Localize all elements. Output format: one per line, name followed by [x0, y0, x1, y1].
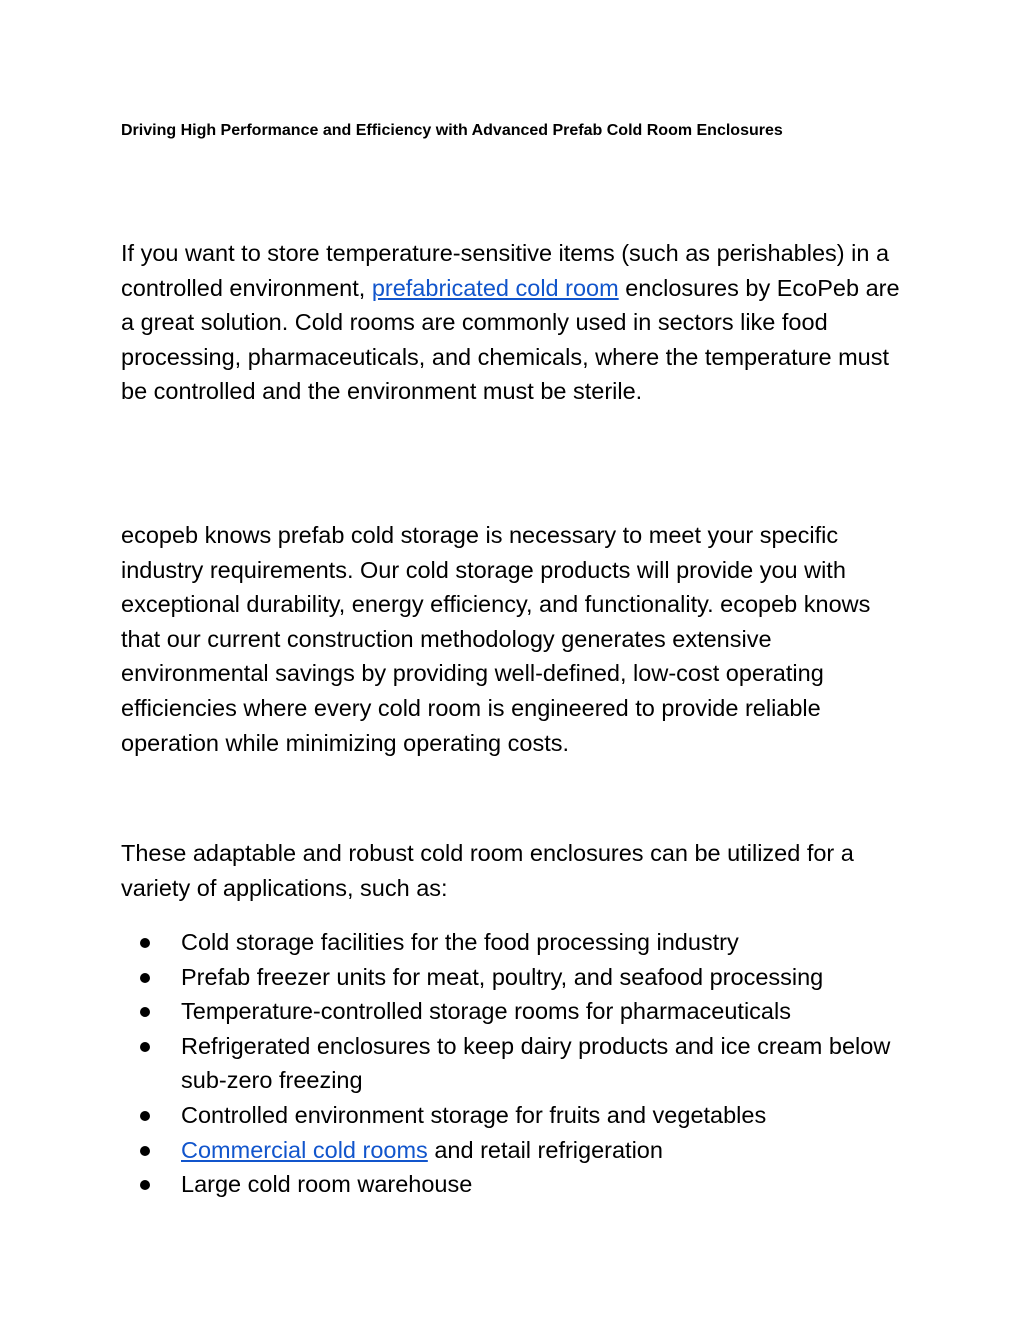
- intro-text-after-link: enclosures by EcoPeb are a great solution. Cold rooms are commonly used in sectors like food processing, pharmaceuticals, and chemicals, where the temperature must be controlled and the environment must be sterile.: [121, 274, 900, 405]
- bullet-icon: [140, 973, 150, 983]
- applications-list: [121, 925, 911, 1202]
- bullet-icon: [140, 1042, 150, 1052]
- list-item: [121, 1133, 911, 1168]
- list-item-text: Prefab freezer units for meat, poultry, and seafood processing: [181, 963, 824, 990]
- ecopeb-paragraph: ecopeb knows prefab cold storage is necessary to meet your specific industry requirements. Our cold storage products will provide you with exceptional durability, energy efficiency, and functionality. ecopeb knows that our current construction methodology generates extensive environmental savings by providing well-defined, low-cost operating efficiencies where every cold room is engineered to provide reliable operation while minimizing operating costs.: [121, 522, 871, 756]
- list-item: [121, 925, 911, 960]
- list-item: [121, 960, 911, 995]
- intro-text-before-link: If you want to store temperature-sensitive items (such as perishables) in a controlled environment,: [121, 240, 890, 301]
- list-item-text: and retail refrigeration: [427, 1136, 663, 1163]
- bullet-icon: [140, 938, 150, 948]
- list-item-text: Refrigerated enclosures to keep dairy products and ice cream below sub-zero freezing: [181, 1032, 891, 1094]
- list-item-text: Large cold room warehouse: [181, 1171, 473, 1198]
- list-item-text: Controlled environment storage for fruits and vegetables: [181, 1101, 767, 1128]
- commercial-cold-rooms-link[interactable]: Commercial cold rooms: [181, 1136, 428, 1163]
- bullet-icon: [140, 1111, 150, 1121]
- list-item: [121, 1029, 911, 1098]
- list-item: [121, 1098, 911, 1133]
- document-title: Driving High Performance and Efficiency with Advanced Prefab Cold Room Enclosures: [121, 122, 783, 139]
- intro-paragraph: [121, 236, 911, 409]
- bullet-icon: [140, 1007, 150, 1017]
- prefabricated-cold-room-link[interactable]: prefabricated cold room: [371, 274, 619, 301]
- list-item: [121, 994, 911, 1029]
- bullet-icon: [140, 1146, 150, 1156]
- list-item: [121, 1167, 911, 1202]
- list-item-text: Cold storage facilities for the food processing industry: [181, 929, 739, 955]
- applications-intro-paragraph: These adaptable and robust cold room enclosures can be utilized for a variety of applications, such as:: [121, 840, 854, 901]
- list-item-text: Temperature-controlled storage rooms for pharmaceuticals: [181, 998, 791, 1025]
- bullet-icon: [140, 1180, 150, 1190]
